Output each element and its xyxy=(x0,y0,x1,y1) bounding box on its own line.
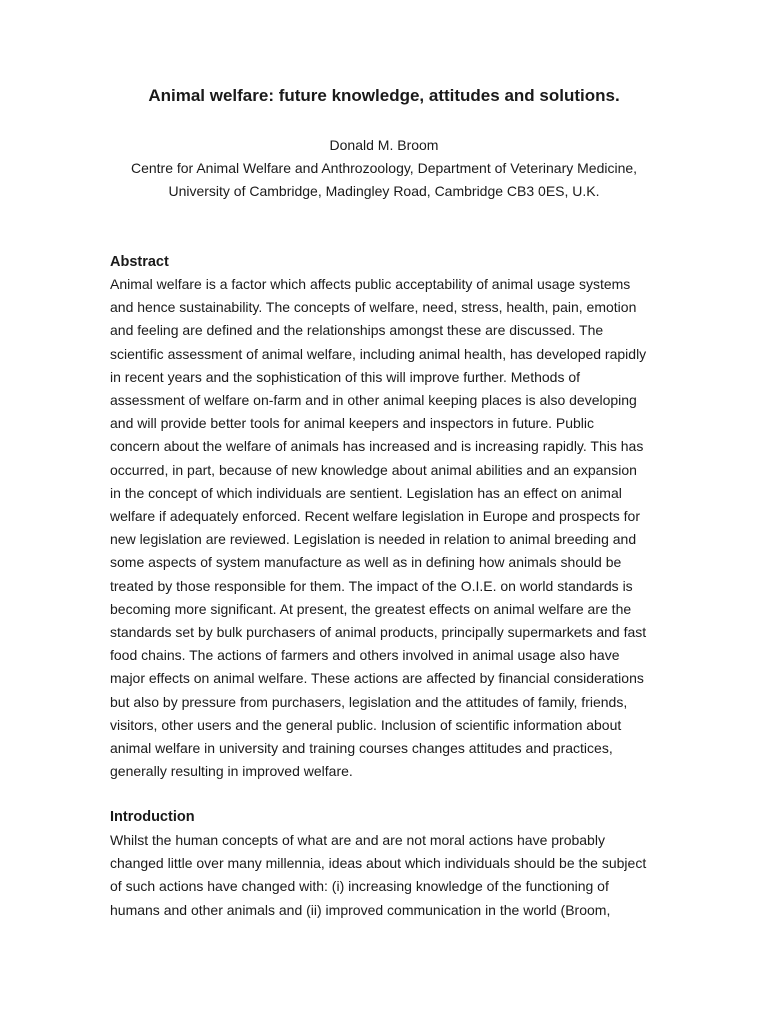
abstract-line: major effects on animal welfare. These actions are affected by financial considerations xyxy=(110,670,644,687)
abstract-line: welfare if adequately enforced. Recent welfare legislation in Europe and prospects for xyxy=(110,508,640,525)
affiliation-line: Centre for Animal Welfare and Anthrozoology, Department of Veterinary Medicine, xyxy=(130,160,638,176)
paper-title: Animal welfare: future knowledge, attitudes and solutions. xyxy=(148,86,620,105)
abstract-line: but also by pressure from purchasers, legislation and the attitudes of family, friends, xyxy=(110,693,628,710)
abstract-line: visitors, other users and the general public. Inclusion of scientific information about xyxy=(110,716,622,733)
abstract-line: animal welfare in university and training courses changes attitudes and practices, xyxy=(110,740,613,757)
abstract-line: and will provide better tools for animal keepers and inspectors in future. Public xyxy=(110,415,595,432)
introduction-line: humans and other animals and (ii) improved communication in the world (Broom, xyxy=(110,901,611,918)
abstract-line: in the concept of which individuals are sentient. Legislation has an effect on animal xyxy=(110,484,622,501)
affiliation-line: University of Cambridge, Madingley Road, Cambridge CB3 0ES, U.K. xyxy=(168,183,600,199)
abstract-line: in recent years and the sophistication of this will improve further. Methods of xyxy=(110,368,581,385)
abstract-line: concern about the welfare of animals has increased and is increasing rapidly. This has xyxy=(110,438,644,455)
introduction-line: Whilst the human concepts of what are and are not moral actions have probably xyxy=(110,832,605,848)
abstract-line: generally resulting in improved welfare. xyxy=(110,763,353,780)
abstract-line: food chains. The actions of farmers and others involved in animal usage also have xyxy=(110,647,620,664)
abstract-line: standards set by bulk purchasers of animal products, principally supermarkets and fast xyxy=(110,624,647,641)
introduction-line: changed little over many millennia, ideas about which individuals should be the subject xyxy=(110,855,647,872)
abstract-line: and feeling are defined and the relationships amongst these are discussed. The xyxy=(110,322,604,339)
introduction-heading: Introduction xyxy=(110,809,195,825)
abstract-line: scientific assessment of animal welfare, including animal health, has developed rapidly xyxy=(110,345,647,362)
introduction-line: of such actions have changed with: (i) increasing knowledge of the functioning of xyxy=(110,878,609,895)
abstract-line: treated by those responsible for them. The impact of the O.I.E. on world standards is xyxy=(110,577,633,594)
abstract-line: new legislation are reviewed. Legislation is needed in relation to animal breeding and xyxy=(110,531,637,548)
author-block xyxy=(0,134,768,203)
abstract-body xyxy=(110,273,670,783)
abstract-line: becoming more significant. At present, the greatest effects on animal welfare are the xyxy=(110,600,632,617)
author-name: Donald M. Broom xyxy=(329,137,439,153)
abstract-heading: Abstract xyxy=(110,254,169,270)
abstract-line: and hence sustainability. The concepts of welfare, need, stress, health, pain, emotion xyxy=(110,299,637,316)
introduction-body xyxy=(110,829,670,922)
abstract-line: assessment of welfare on-farm and in other animal keeping places is also developing xyxy=(110,392,637,409)
abstract-line: Animal welfare is a factor which affects public acceptability of animal usage systems xyxy=(110,276,631,292)
abstract-line: occurred, in part, because of new knowledge about animal abilities and an expansion xyxy=(110,461,637,478)
abstract-line: some aspects of system manufacture as well as in defining how animals should be xyxy=(110,554,622,571)
